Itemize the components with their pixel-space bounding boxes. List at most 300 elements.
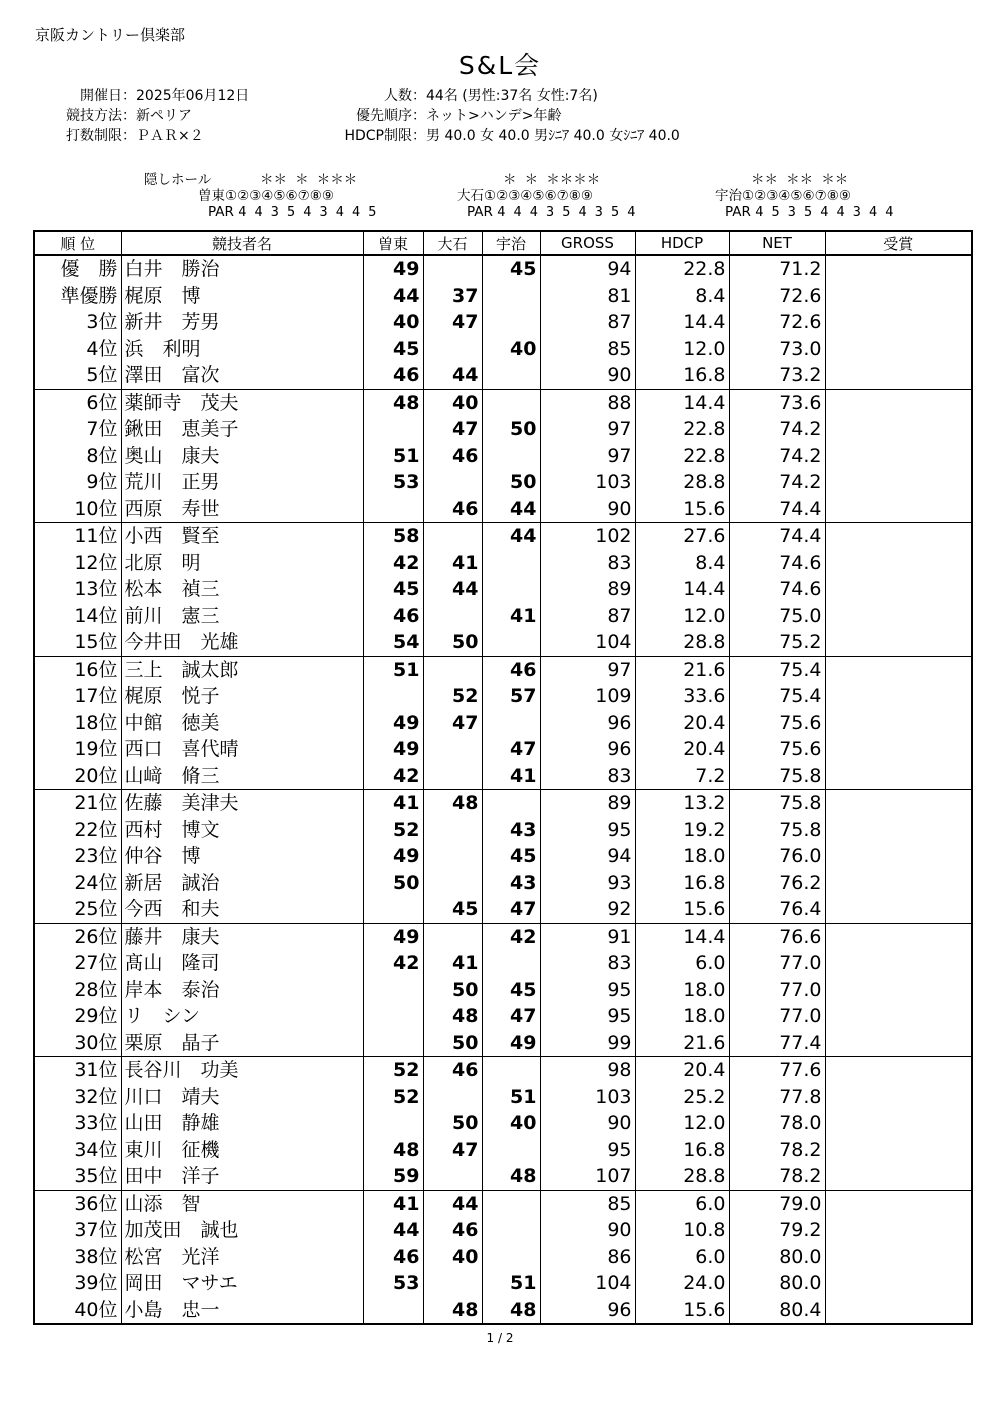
hdcp-cell: 16.8	[635, 870, 729, 897]
award-cell	[825, 896, 972, 923]
course1-score: 58	[363, 523, 423, 550]
course3-score	[482, 1244, 540, 1271]
hdcp-cell: 22.8	[635, 443, 729, 470]
award-cell	[825, 629, 972, 656]
hdcp-cell: 18.0	[635, 1003, 729, 1030]
course2-score: 50	[423, 629, 482, 656]
rank-cell: 24位	[34, 870, 121, 897]
net-cell: 73.2	[729, 362, 825, 389]
hdcp-cell: 28.8	[635, 469, 729, 496]
gross-cell: 96	[540, 710, 635, 737]
net-cell: 75.8	[729, 763, 825, 790]
table-row	[34, 1190, 972, 1217]
hdcp-cell: 12.0	[635, 336, 729, 363]
table-row	[34, 1244, 972, 1271]
course3-score: 50	[482, 469, 540, 496]
hdcp-cell: 6.0	[635, 950, 729, 977]
rank-cell: 37位	[34, 1217, 121, 1244]
rank-cell: 15位	[34, 629, 121, 656]
net-cell: 75.4	[729, 656, 825, 683]
course3-score	[482, 1057, 540, 1084]
table-row	[34, 1137, 972, 1164]
name-cell: 岡田 マサエ	[121, 1270, 363, 1297]
course1-score	[363, 683, 423, 710]
hdcp-cell: 15.6	[635, 1297, 729, 1325]
course1-score: 49	[363, 923, 423, 950]
date-label: 開催日：	[80, 88, 136, 104]
course2-score: 37	[423, 283, 482, 310]
course3-score: 45	[482, 977, 540, 1004]
col-course2-header: 大石	[423, 231, 482, 255]
hdcp-cell: 27.6	[635, 523, 729, 550]
priority-value: ネット>ハンデ>年齢	[426, 108, 562, 124]
name-cell: 山﨑 脩三	[121, 763, 363, 790]
course1-score: 54	[363, 629, 423, 656]
hdcp-cell: 28.8	[635, 629, 729, 656]
hdcp-cell: 21.6	[635, 656, 729, 683]
course-3-holes: ①②③④⑤⑥⑦⑧⑨	[742, 188, 851, 204]
name-cell: 今西 和夫	[121, 896, 363, 923]
hdcp-cell: 20.4	[635, 1057, 729, 1084]
rank-cell: 40位	[34, 1297, 121, 1325]
club-name: 京阪カントリー倶楽部	[35, 26, 186, 44]
rank-cell: 29位	[34, 1003, 121, 1030]
course-block-3	[715, 172, 893, 220]
course1-score	[363, 1110, 423, 1137]
course1-score: 49	[363, 710, 423, 737]
course1-score: 52	[363, 1057, 423, 1084]
name-cell: リ シン	[121, 1003, 363, 1030]
hdcp-cell: 14.4	[635, 389, 729, 416]
course2-score	[423, 603, 482, 630]
course2-score: 40	[423, 1244, 482, 1271]
table-row	[34, 870, 972, 897]
net-cell: 73.0	[729, 336, 825, 363]
course1-score	[363, 416, 423, 443]
course2-score: 41	[423, 550, 482, 577]
course3-score	[482, 283, 540, 310]
hdcp-cell: 22.8	[635, 416, 729, 443]
gross-cell: 107	[540, 1163, 635, 1190]
course-2-par: 4 4 4 3 5 4 3 5 4	[497, 204, 636, 220]
course2-score	[423, 763, 482, 790]
rank-cell: 35位	[34, 1163, 121, 1190]
hdcp-cell: 8.4	[635, 550, 729, 577]
award-cell	[825, 1297, 972, 1325]
course3-score: 48	[482, 1297, 540, 1325]
table-row	[34, 817, 972, 844]
rank-cell: 23位	[34, 843, 121, 870]
table-row	[34, 283, 972, 310]
course3-score: 48	[482, 1163, 540, 1190]
course3-score	[482, 309, 540, 336]
course3-score	[482, 550, 540, 577]
rank-cell: 19位	[34, 736, 121, 763]
table-row	[34, 763, 972, 790]
course-2-holes: ①②③④⑤⑥⑦⑧⑨	[484, 188, 593, 204]
rank-cell: 21位	[34, 790, 121, 817]
award-cell	[825, 309, 972, 336]
rank-cell: 30位	[34, 1030, 121, 1057]
net-cell: 76.2	[729, 870, 825, 897]
gross-cell: 104	[540, 629, 635, 656]
name-cell: 白井 勝治	[121, 255, 363, 283]
award-cell	[825, 1030, 972, 1057]
rank-cell: 16位	[34, 656, 121, 683]
hdcp-cell: 8.4	[635, 283, 729, 310]
name-cell: 薬師寺 茂夫	[121, 389, 363, 416]
course2-score	[423, 817, 482, 844]
course2-score: 47	[423, 416, 482, 443]
course3-score: 44	[482, 496, 540, 523]
hdcp-cell: 16.8	[635, 362, 729, 389]
course1-score: 42	[363, 950, 423, 977]
name-cell: 川口 靖夫	[121, 1084, 363, 1111]
table-row	[34, 710, 972, 737]
gross-cell: 104	[540, 1270, 635, 1297]
course1-score: 49	[363, 255, 423, 283]
net-cell: 72.6	[729, 309, 825, 336]
name-cell: 新居 誠治	[121, 870, 363, 897]
course1-score	[363, 1297, 423, 1325]
hdcp-cell: 14.4	[635, 576, 729, 603]
col-gross-header: GROSS	[540, 231, 635, 255]
course1-score: 46	[363, 1244, 423, 1271]
name-cell: 西口 喜代晴	[121, 736, 363, 763]
gross-cell: 83	[540, 950, 635, 977]
award-cell	[825, 1244, 972, 1271]
course-1-par: 4 4 3 5 4 3 4 4 5	[238, 204, 377, 220]
course2-score: 46	[423, 1057, 482, 1084]
course-2-name: 大石	[457, 188, 484, 204]
name-cell: 小島 忠一	[121, 1297, 363, 1325]
course3-score: 47	[482, 736, 540, 763]
rank-cell: 3位	[34, 309, 121, 336]
course3-score	[482, 443, 540, 470]
net-cell: 77.0	[729, 977, 825, 1004]
award-cell	[825, 1057, 972, 1084]
table-row	[34, 950, 972, 977]
course-1-name: 曽東	[198, 188, 225, 204]
course3-score: 43	[482, 870, 540, 897]
rank-cell: 準優勝	[34, 283, 121, 310]
net-cell: 77.8	[729, 1084, 825, 1111]
course2-score	[423, 870, 482, 897]
gross-cell: 95	[540, 817, 635, 844]
award-cell	[825, 1084, 972, 1111]
limit-value: ＰＡＲ×２	[136, 128, 204, 144]
course-3-marks: ＊＊ ＊＊ ＊＊	[751, 172, 849, 188]
course1-score: 53	[363, 1270, 423, 1297]
course1-score: 46	[363, 603, 423, 630]
course1-score: 45	[363, 336, 423, 363]
award-cell	[825, 389, 972, 416]
table-row	[34, 923, 972, 950]
course3-score: 47	[482, 1003, 540, 1030]
hdcp-cell: 10.8	[635, 1217, 729, 1244]
rank-cell: 38位	[34, 1244, 121, 1271]
rank-cell: 17位	[34, 683, 121, 710]
course-2-par-label: PAR	[467, 204, 493, 220]
name-cell: 中館 徳美	[121, 710, 363, 737]
hdcp-cell: 16.8	[635, 1137, 729, 1164]
award-cell	[825, 656, 972, 683]
net-cell: 76.4	[729, 896, 825, 923]
course3-score: 51	[482, 1084, 540, 1111]
gross-cell: 90	[540, 1110, 635, 1137]
award-cell	[825, 255, 972, 283]
info-right	[310, 86, 680, 146]
name-cell: 松宮 光洋	[121, 1244, 363, 1271]
name-cell: 加茂田 誠也	[121, 1217, 363, 1244]
table-row	[34, 255, 972, 283]
course3-score	[482, 1217, 540, 1244]
net-cell: 75.6	[729, 736, 825, 763]
gross-cell: 109	[540, 683, 635, 710]
net-cell: 80.0	[729, 1270, 825, 1297]
award-cell	[825, 283, 972, 310]
gross-cell: 97	[540, 443, 635, 470]
gross-cell: 95	[540, 1003, 635, 1030]
award-cell	[825, 1137, 972, 1164]
col-name-header: 競技者名	[121, 231, 363, 255]
name-cell: 西村 博文	[121, 817, 363, 844]
col-rank-header: 順 位	[34, 231, 121, 255]
rank-cell: 33位	[34, 1110, 121, 1137]
course2-score: 48	[423, 1297, 482, 1325]
course3-score	[482, 389, 540, 416]
award-cell	[825, 790, 972, 817]
hdcp-cell: 25.2	[635, 1084, 729, 1111]
name-cell: 山添 智	[121, 1190, 363, 1217]
net-cell: 73.6	[729, 389, 825, 416]
name-cell: 梶原 博	[121, 283, 363, 310]
course3-score: 41	[482, 763, 540, 790]
gross-cell: 89	[540, 790, 635, 817]
course2-score	[423, 1163, 482, 1190]
gross-cell: 99	[540, 1030, 635, 1057]
table-row	[34, 416, 972, 443]
rank-cell: 12位	[34, 550, 121, 577]
gross-cell: 97	[540, 656, 635, 683]
course2-score: 41	[423, 950, 482, 977]
course1-score: 51	[363, 656, 423, 683]
course2-score: 52	[423, 683, 482, 710]
rank-cell: 39位	[34, 1270, 121, 1297]
course1-score: 40	[363, 309, 423, 336]
gross-cell: 90	[540, 362, 635, 389]
table-row	[34, 896, 972, 923]
award-cell	[825, 469, 972, 496]
table-row	[34, 736, 972, 763]
gross-cell: 95	[540, 1137, 635, 1164]
course-1-holes: ①②③④⑤⑥⑦⑧⑨	[225, 188, 334, 204]
course1-score: 52	[363, 817, 423, 844]
course2-score	[423, 523, 482, 550]
award-cell	[825, 1110, 972, 1137]
col-award-header: 受賞	[825, 231, 972, 255]
gross-cell: 93	[540, 870, 635, 897]
gross-cell: 90	[540, 1217, 635, 1244]
name-cell: 佐藤 美津夫	[121, 790, 363, 817]
table-row	[34, 1110, 972, 1137]
rank-cell: 8位	[34, 443, 121, 470]
course3-score: 41	[482, 603, 540, 630]
course1-score: 49	[363, 736, 423, 763]
hdcp-cell: 24.0	[635, 1270, 729, 1297]
course2-score	[423, 843, 482, 870]
course3-score	[482, 576, 540, 603]
name-cell: 北原 明	[121, 550, 363, 577]
net-cell: 71.2	[729, 255, 825, 283]
course2-score: 40	[423, 389, 482, 416]
rank-cell: 18位	[34, 710, 121, 737]
course2-score: 45	[423, 896, 482, 923]
course-1-marks: ＊＊ ＊ ＊＊＊	[260, 172, 358, 188]
course1-score: 48	[363, 389, 423, 416]
gross-cell: 97	[540, 416, 635, 443]
award-cell	[825, 1003, 972, 1030]
gross-cell: 81	[540, 283, 635, 310]
course3-score	[482, 1137, 540, 1164]
hdcp-cell: 6.0	[635, 1244, 729, 1271]
course1-score	[363, 496, 423, 523]
rank-cell: 4位	[34, 336, 121, 363]
name-cell: 澤田 富次	[121, 362, 363, 389]
gross-cell: 96	[540, 1297, 635, 1325]
course3-score	[482, 710, 540, 737]
course3-score	[482, 629, 540, 656]
name-cell: 松本 禎三	[121, 576, 363, 603]
net-cell: 74.2	[729, 469, 825, 496]
course2-score: 44	[423, 576, 482, 603]
gross-cell: 102	[540, 523, 635, 550]
name-cell: 東川 征機	[121, 1137, 363, 1164]
name-cell: 栗原 晶子	[121, 1030, 363, 1057]
hdcp-cell: 13.2	[635, 790, 729, 817]
course2-score	[423, 656, 482, 683]
rank-cell: 11位	[34, 523, 121, 550]
net-cell: 74.4	[729, 496, 825, 523]
table-row	[34, 1003, 972, 1030]
course1-score	[363, 1030, 423, 1057]
course1-score: 53	[363, 469, 423, 496]
table-row	[34, 656, 972, 683]
table-row	[34, 1030, 972, 1057]
table-row	[34, 389, 972, 416]
award-cell	[825, 336, 972, 363]
course-block-1	[198, 172, 376, 220]
rank-cell: 25位	[34, 896, 121, 923]
gross-cell: 83	[540, 550, 635, 577]
gross-cell: 103	[540, 469, 635, 496]
rank-cell: 34位	[34, 1137, 121, 1164]
hdcp-cell: 18.0	[635, 843, 729, 870]
net-cell: 72.6	[729, 283, 825, 310]
limit-label: 打数制限：	[66, 128, 136, 144]
gross-cell: 90	[540, 496, 635, 523]
net-cell: 77.0	[729, 1003, 825, 1030]
course1-score: 44	[363, 283, 423, 310]
course2-score: 46	[423, 496, 482, 523]
course3-score	[482, 1190, 540, 1217]
award-cell	[825, 443, 972, 470]
net-cell: 74.2	[729, 443, 825, 470]
course2-score: 46	[423, 1217, 482, 1244]
net-cell: 78.2	[729, 1137, 825, 1164]
course1-score: 42	[363, 550, 423, 577]
rank-cell: 31位	[34, 1057, 121, 1084]
col-hdcp-header: HDCP	[635, 231, 729, 255]
course3-score: 45	[482, 843, 540, 870]
rank-cell: 5位	[34, 362, 121, 389]
table-row	[34, 309, 972, 336]
award-cell	[825, 416, 972, 443]
hdcp-cell: 21.6	[635, 1030, 729, 1057]
hdcp-cell: 7.2	[635, 763, 729, 790]
rank-cell: 32位	[34, 1084, 121, 1111]
course1-score: 44	[363, 1217, 423, 1244]
name-cell: 藤井 康夫	[121, 923, 363, 950]
course3-score: 57	[482, 683, 540, 710]
gross-cell: 89	[540, 576, 635, 603]
hdcp-cell: 22.8	[635, 255, 729, 283]
table-row	[34, 1163, 972, 1190]
award-cell	[825, 1270, 972, 1297]
page-title: S&L会	[458, 51, 542, 80]
table-row	[34, 629, 972, 656]
name-cell: 奥山 康夫	[121, 443, 363, 470]
course2-score	[423, 469, 482, 496]
net-cell: 79.2	[729, 1217, 825, 1244]
name-cell: 梶原 悦子	[121, 683, 363, 710]
gross-cell: 88	[540, 389, 635, 416]
course3-score	[482, 790, 540, 817]
course2-score: 50	[423, 1110, 482, 1137]
course-3-par-label: PAR	[725, 204, 751, 220]
course-1-par-label: PAR	[208, 204, 234, 220]
name-cell: 西原 寿世	[121, 496, 363, 523]
net-cell: 75.8	[729, 817, 825, 844]
name-cell: 小西 賢至	[121, 523, 363, 550]
method-value: 新ペリア	[136, 108, 192, 124]
name-cell: 山田 静雄	[121, 1110, 363, 1137]
results-body	[34, 255, 972, 1324]
gross-cell: 85	[540, 336, 635, 363]
course2-score: 47	[423, 309, 482, 336]
rank-cell: 優 勝	[34, 255, 121, 283]
net-cell: 76.6	[729, 923, 825, 950]
course3-score: 49	[482, 1030, 540, 1057]
course2-score: 46	[423, 443, 482, 470]
course2-score: 47	[423, 1137, 482, 1164]
name-cell: 新井 芳男	[121, 309, 363, 336]
rank-cell: 9位	[34, 469, 121, 496]
col-net-header: NET	[729, 231, 825, 255]
hdcp-cell: 12.0	[635, 1110, 729, 1137]
table-row	[34, 1084, 972, 1111]
course1-score: 45	[363, 576, 423, 603]
net-cell: 79.0	[729, 1190, 825, 1217]
date-value: 2025年06月12日	[136, 88, 250, 104]
name-cell: 田中 洋子	[121, 1163, 363, 1190]
table-row	[34, 336, 972, 363]
gross-cell: 86	[540, 1244, 635, 1271]
table-row	[34, 843, 972, 870]
course3-score: 42	[482, 923, 540, 950]
course2-score: 47	[423, 710, 482, 737]
award-cell	[825, 683, 972, 710]
